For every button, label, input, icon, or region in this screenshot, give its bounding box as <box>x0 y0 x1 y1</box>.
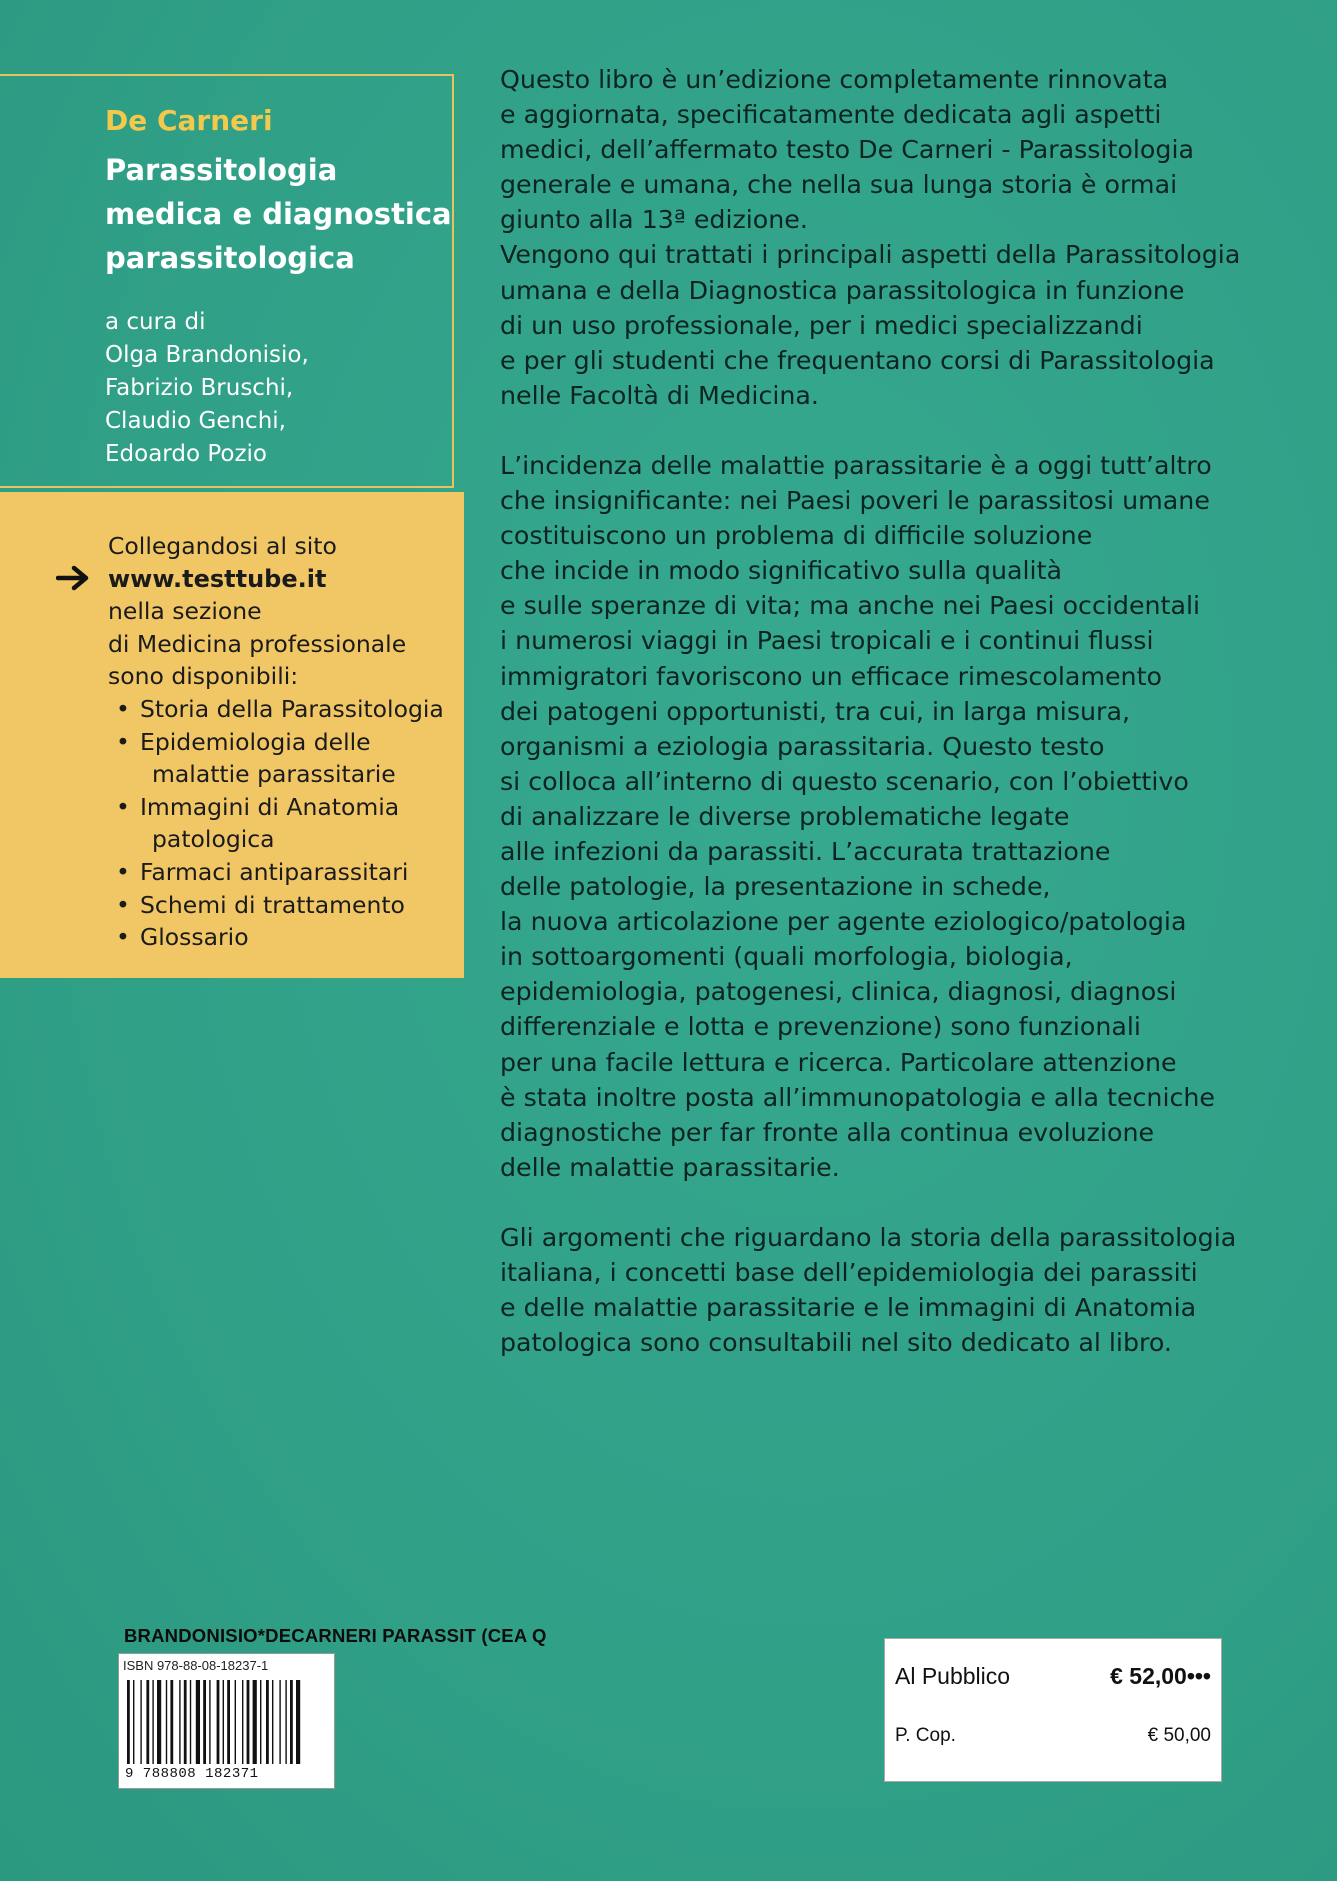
barcode-bar <box>190 1680 191 1764</box>
barcode-bar <box>266 1680 269 1764</box>
text-line: di un uso professionale, per i medici specializzandi <box>500 310 1143 340</box>
text-line: epidemiologia, patogenesi, clinica, diagnosi, diagnosi <box>500 977 1177 1007</box>
list-item-text: • Glossario <box>140 923 249 952</box>
barcode-bar <box>285 1680 286 1764</box>
list-item <box>108 856 444 889</box>
list-item <box>108 693 444 726</box>
paragraph-2 <box>500 448 1300 1185</box>
online-line: di Medicina professionale <box>108 629 407 658</box>
text-line: Gli argomenti che riguardano la storia della parassitologia <box>500 1222 1237 1252</box>
text-line: i numerosi viaggi in Paesi tropicali e i continui flussi <box>500 626 1154 656</box>
barcode-bar <box>272 1680 273 1764</box>
text-line: diagnostiche per far fronte alla continua evoluzione <box>500 1117 1155 1147</box>
barcode-bar <box>203 1680 206 1764</box>
website-link[interactable]: www.testtube.it <box>108 564 327 593</box>
text-line: nelle Facoltà di Medicina. <box>500 380 819 410</box>
barcode-bar <box>253 1680 257 1764</box>
text-line: di analizzare le diverse problematiche legate <box>500 801 1070 831</box>
barcode-bar <box>140 1680 141 1764</box>
editors-intro: a cura di <box>105 309 206 335</box>
barcode-bar <box>146 1680 149 1764</box>
text-line: L’incidenza delle malattie parassitarie è a oggi tutt’altro <box>500 450 1212 480</box>
text-line: giunto alla 13ª edizione. <box>500 205 808 235</box>
barcode-sticker <box>118 1653 335 1789</box>
text-line: delle patologie, la presentazione in schede, <box>500 872 1051 902</box>
barcode-bar <box>127 1680 130 1764</box>
editor-name: Olga Brandonisio, <box>105 342 309 368</box>
public-price-label: Al Pubblico <box>895 1663 1011 1689</box>
barcode-bar <box>217 1680 220 1764</box>
barcode-bar <box>279 1680 280 1764</box>
title-line: parassitologica <box>105 241 355 275</box>
right-arrow-icon <box>56 565 90 591</box>
text-line: organismi a eziologia parassitaria. Questo testo <box>500 731 1105 761</box>
cover-price-value: € 50,00 <box>1147 1725 1211 1746</box>
barcode-bar <box>223 1680 224 1764</box>
text-line: in sottoargomenti (quali morfologia, biologia, <box>500 942 1073 972</box>
editor-name: Claudio Genchi, <box>105 408 286 434</box>
text-line: generale e umana, che nella sua lunga storia è ormai <box>500 170 1178 200</box>
text-line: e aggiornata, specificatamente dedicata agli aspetti <box>500 100 1162 130</box>
cover-price-row <box>895 1725 1211 1747</box>
text-line: e sulle speranze di vita; ma anche nei Paesi occidentali <box>500 591 1201 621</box>
list-item-text: • Epidemiologia delle <box>140 727 371 756</box>
cover-price-label: P. Cop. <box>895 1725 956 1746</box>
barcode-icon <box>127 1680 327 1766</box>
text-line: Vengono qui trattati i principali aspetti della Parassitologia <box>500 240 1241 270</box>
barcode-bar <box>157 1680 161 1764</box>
author-name: De Carneri <box>105 104 273 137</box>
barcode-bar <box>227 1680 230 1764</box>
text-line: è stata inoltre posta all’immunopatologia e alla tecniche <box>500 1082 1215 1112</box>
text-line: e per gli studenti che frequentano corsi di Parassitologia <box>500 345 1215 375</box>
text-line: si colloca all’interno di questo scenario, con l’obiettivo <box>500 766 1189 796</box>
barcode-bar <box>242 1680 243 1764</box>
public-price-row <box>895 1663 1211 1690</box>
text-line: italiana, i concetti base dell’epidemiologia dei parassiti <box>500 1258 1198 1287</box>
list-item <box>108 726 444 791</box>
price-sticker <box>884 1638 1222 1782</box>
book-title <box>105 148 452 280</box>
list-item <box>108 921 444 954</box>
text-line: che insignificante: nei Paesi poveri le parassitosi umane <box>500 486 1210 516</box>
text-line: che incide in modo significativo sulla qualità <box>500 556 1062 586</box>
barcode-bar <box>247 1680 250 1764</box>
online-line: nella sezione <box>108 597 262 626</box>
online-intro: Collegandosi al sito <box>108 532 337 560</box>
resources-list <box>108 693 444 954</box>
text-line: delle malattie parassitarie. <box>500 1152 840 1182</box>
sticker-label: BRANDONISIO*DECARNERI PARASSIT (CEA Q <box>124 1625 547 1646</box>
title-line: Parassitologia <box>105 153 338 187</box>
text-line: differenziale e lotta e prevenzione) sono funzionali <box>500 1012 1141 1042</box>
barcode-bar <box>235 1680 236 1764</box>
barcode-bar <box>196 1680 200 1764</box>
title-line: medica e diagnostica <box>105 197 452 231</box>
text-line: dei patogeni opportunisti, tra cui, in larga misura, <box>500 696 1130 726</box>
barcode-bar <box>179 1680 180 1764</box>
list-item-text: • Storia della Parassitologia <box>140 694 444 723</box>
public-price-value: € 52,00••• <box>1110 1663 1211 1689</box>
text-line: per una facile lettura e ricerca. Particolare attenzione <box>500 1047 1177 1077</box>
list-item <box>108 791 444 856</box>
text-line: immigratori favoriscono un efficace rimescolamento <box>500 661 1162 691</box>
back-cover-description <box>500 62 1300 1360</box>
barcode-bar <box>166 1680 167 1764</box>
online-line: sono disponibili: <box>108 662 299 691</box>
text-line: alle infezioni da parassiti. L’accurata trattazione <box>500 836 1111 866</box>
editor-name: Fabrizio Bruschi, <box>105 375 294 401</box>
barcode-bar <box>170 1680 173 1764</box>
editors-block <box>105 306 309 471</box>
barcode-bar <box>296 1680 300 1764</box>
text-line: medici, dell’affermato testo De Carneri - Parassitologia <box>500 135 1194 165</box>
paragraph-1 <box>500 62 1300 413</box>
list-item-text: • Farmaci antiparassitari <box>140 857 409 886</box>
online-resources-text <box>108 530 444 954</box>
text-line: e delle malattie parassitarie e le immagini di Anatomia <box>500 1293 1197 1323</box>
barcode-digits: 9 788808 182371 <box>125 1766 259 1782</box>
list-item-text: • Immagini di Anatomia <box>140 792 400 821</box>
barcode-bar <box>290 1680 293 1764</box>
barcode-bar <box>184 1680 187 1764</box>
editor-name: Edoardo Pozio <box>105 441 267 467</box>
barcode-bar <box>152 1680 153 1764</box>
list-item-text: • Schemi di trattamento <box>140 890 405 919</box>
text-line: costituiscono un problema di difficile soluzione <box>500 521 1093 551</box>
barcode-bar <box>260 1680 261 1764</box>
isbn-number: ISBN 978-88-08-18237-1 <box>123 1658 269 1673</box>
paragraph-3 <box>500 1220 1300 1360</box>
list-item-text: malattie parassitarie <box>152 760 396 789</box>
text-line: umana e della Diagnostica parassitologica in funzione <box>500 275 1185 305</box>
text-line: la nuova articolazione per agente eziologico/patologia <box>500 907 1187 937</box>
barcode-bar <box>133 1680 134 1764</box>
text-line: patologica sono consultabili nel sito dedicato al libro. <box>500 1328 1172 1358</box>
text-line: Questo libro è un’edizione completamente rinnovata <box>500 65 1169 94</box>
barcode-bar <box>209 1680 210 1764</box>
list-item <box>108 889 444 922</box>
list-item-text: patologica <box>152 825 275 854</box>
